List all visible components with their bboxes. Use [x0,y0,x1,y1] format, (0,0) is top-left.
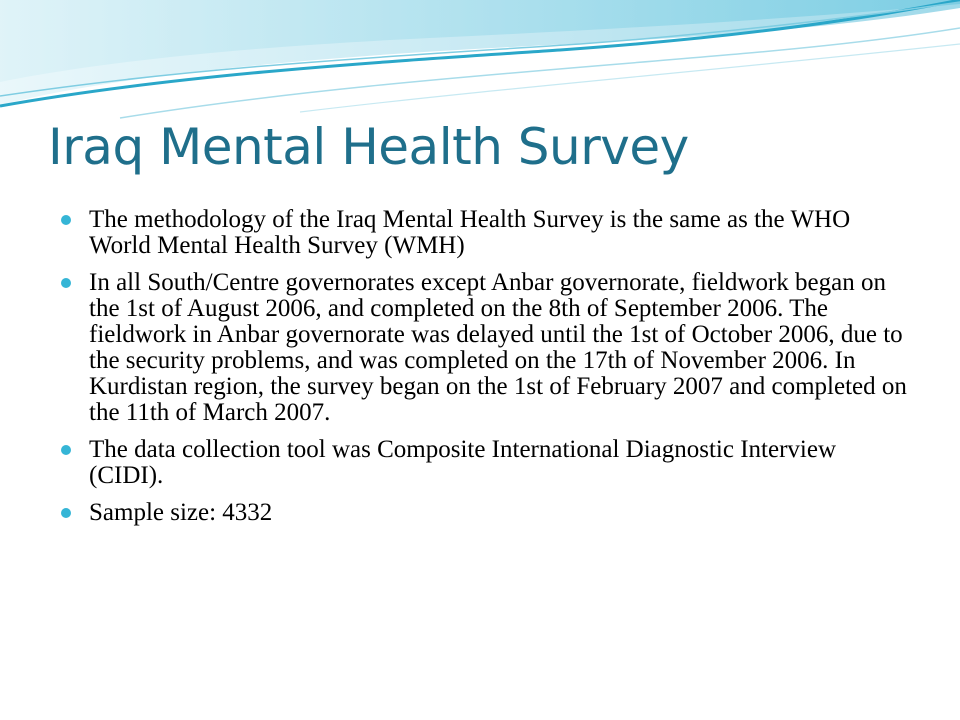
bullet-text: Sample size: 4332 [89,499,273,526]
bullet-marker-icon [61,215,71,225]
bullet-item [60,207,910,259]
bullet-item [60,270,910,426]
bullet-marker-icon [61,508,71,518]
wave-line-faint-2 [300,44,960,112]
bullet-list [60,207,910,537]
bullet-text: The methodology of the Iraq Mental Health Survey is the same as the WHO World Mental Health Survey (WMH) [89,206,851,259]
bullet-item [60,437,910,489]
bullet-text: In all South/Centre governorates except Anbar governorate, fieldwork began on the 1st of August 2006, and completed on the 8th of September 2006. The fieldwork in Anbar governorate was delayed until the 1st of October 2006, due to the security problems, and was completed on the 17th of November 2006. In Kurdistan region, the survey began on the 1st of February 2007 and completed on the 11th of March 2007. [89,269,907,426]
slide-title: Iraq Mental Health Survey [48,118,689,176]
bullet-marker-icon [61,445,71,455]
bullet-text: The data collection tool was Composite International Diagnostic Interview (CIDI). [89,436,837,489]
bullet-marker-icon [61,278,71,288]
bullet-item [60,500,910,526]
